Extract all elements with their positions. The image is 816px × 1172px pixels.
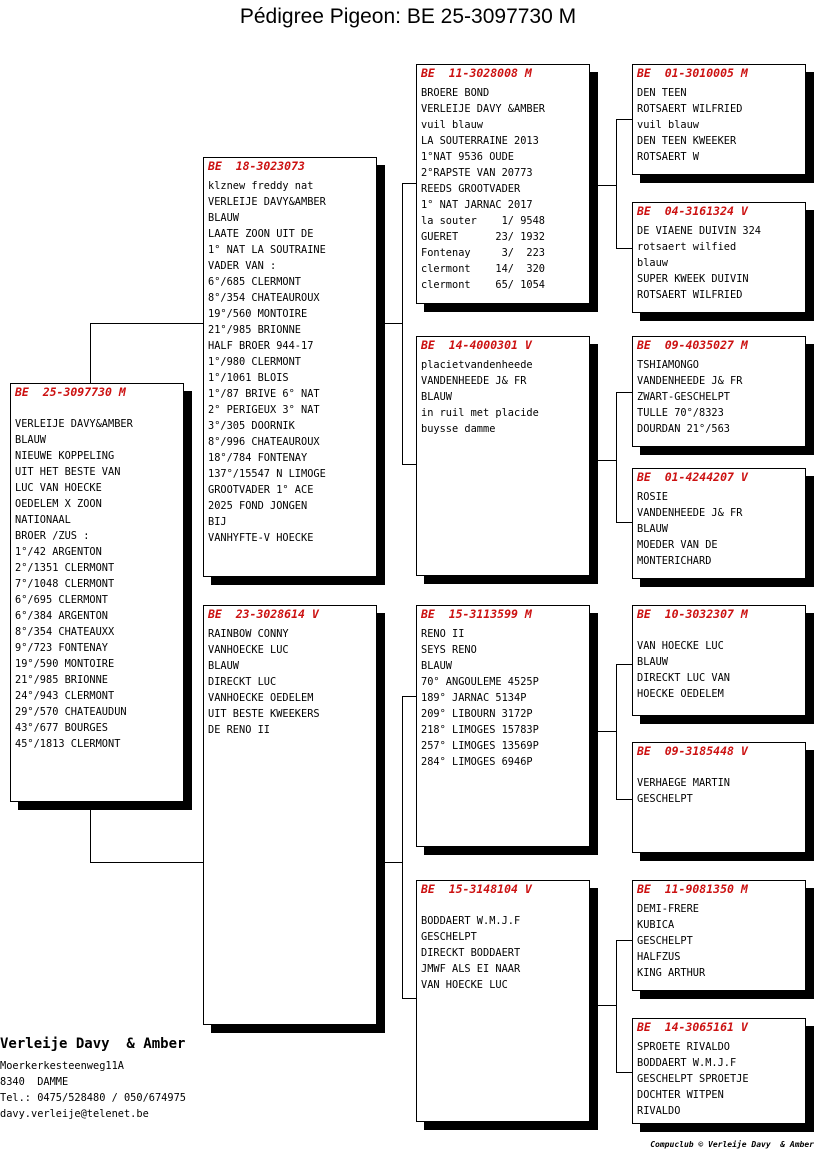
pedigree-line: 2025 FOND JONGEN: [208, 500, 308, 512]
pedigree-line: DIRECKT LUC: [208, 676, 277, 688]
pedigree-line: 19°/560 MONTOIRE: [208, 308, 308, 320]
pedigree-line: 19°/590 MONTOIRE: [15, 658, 115, 670]
pedigree-line: BLAUW: [15, 434, 46, 446]
pedigree-box-dsd: [632, 742, 806, 853]
pedigree-line: RENO II: [421, 628, 465, 640]
pedigree-line: DE RENO II: [208, 724, 270, 736]
pedigree-line: VAN HOECKE LUC: [421, 979, 508, 991]
pedigree-line: klznew freddy nat: [208, 180, 314, 192]
ring-number: BE 15-3148104 V: [421, 882, 532, 896]
pedigree-line: BIJ: [208, 516, 227, 528]
pedigree-line: 8°/354 CHATEAUXX: [15, 626, 115, 638]
pedigree-box-sds: [632, 336, 806, 447]
pedigree-line: VANDENHEEDE J& FR: [421, 375, 527, 387]
blank-line: [15, 400, 179, 416]
pedigree-line: clermont 65/ 1054: [421, 279, 545, 291]
pedigree-line: VANHOECKE OEDELEM: [208, 692, 314, 704]
pedigree-box-ddd: [632, 1018, 806, 1124]
pedigree-line: 1°NAT 9536 OUDE: [421, 151, 514, 163]
pedigree-line: BROER /ZUS :: [15, 530, 90, 542]
pedigree-line: NIEUWE KOPPELING: [15, 450, 115, 462]
pedigree-line: BLAUW: [421, 660, 452, 672]
ring-number: BE 09-4035027 M: [637, 338, 748, 352]
pedigree-line: 18°/784 FONTENAY: [208, 452, 308, 464]
pedigree-line: 21°/985 BRIONNE: [15, 674, 108, 686]
pedigree-line: VADER VAN :: [208, 260, 277, 272]
pedigree-line: 3°/305 DOORNIK: [208, 420, 295, 432]
pedigree-line: ROSIE: [637, 491, 668, 503]
pedigree-line: DEN TEEN: [637, 87, 687, 99]
pedigree-line: DE VIAENE DUIVIN 324: [637, 225, 761, 237]
ring-number: BE 25-3097730 M: [15, 385, 126, 399]
pedigree-line: DOURDAN 21°/563: [637, 423, 730, 435]
pedigree-line: HALF BROER 944-17: [208, 340, 314, 352]
pedigree-line: GROOTVADER 1° ACE: [208, 484, 314, 496]
pedigree-line: LA SOUTERRAINE 2013: [421, 135, 539, 147]
ring-number: BE 14-4000301 V: [421, 338, 532, 352]
pedigree-line: DIRECKT LUC VAN: [637, 672, 730, 684]
pedigree-line: ZWART-GESCHELPT: [637, 391, 730, 403]
pedigree-line: VERLEIJE DAVY&AMBER: [208, 196, 326, 208]
pedigree-line: GESCHELPT: [421, 931, 477, 943]
ring-number: BE 11-9081350 M: [637, 882, 748, 896]
ring-number: BE 01-4244207 V: [637, 470, 748, 484]
pedigree-line: BODDAERT W.M.J.F: [637, 1057, 737, 1069]
pedigree-box-dam-sire: [416, 605, 590, 847]
ring-number: BE 14-3065161 V: [637, 1020, 748, 1034]
pedigree-line: HOECKE OEDELEM: [637, 688, 724, 700]
pedigree-line: TULLE 70°/8323: [637, 407, 724, 419]
ring-number: BE 23-3028614 V: [208, 607, 319, 621]
pedigree-line: TSHIAMONGO: [637, 359, 699, 371]
pedigree-line: rotsaert wilfied: [637, 241, 737, 253]
footer-copyright: Compuclub © Verleije Davy & Amber: [650, 1140, 814, 1149]
pedigree-box-sire: [203, 157, 377, 577]
pedigree-line: DIRECKT BODDAERT: [421, 947, 521, 959]
pedigree-line: MONTERICHARD: [637, 555, 712, 567]
pedigree-line: VERLEIJE DAVY&AMBER: [15, 418, 133, 430]
pedigree-line: 284° LIMOGES 6946P: [421, 756, 533, 768]
pedigree-line: 257° LIMOGES 13569P: [421, 740, 539, 752]
pedigree-line: 29°/570 CHATEAUDUN: [15, 706, 127, 718]
pedigree-line: 21°/985 BRIONNE: [208, 324, 301, 336]
pedigree-line: la souter 1/ 9548: [421, 215, 545, 227]
pedigree-line: 2°RAPSTE VAN 20773: [421, 167, 533, 179]
pedigree-line: vuil blauw: [637, 119, 699, 131]
pedigree-line: DOCHTER WITPEN: [637, 1089, 724, 1101]
pedigree-box-sdd: [632, 468, 806, 579]
ring-number: BE 18-3023073: [208, 159, 305, 173]
pedigree-line: 6°/695 CLERMONT: [15, 594, 108, 606]
page-title: Pédigree Pigeon: BE 25-3097730 M: [239, 5, 577, 28]
pedigree-line: 8°/996 CHATEAUROUX: [208, 436, 320, 448]
pedigree-box-ssd: [632, 202, 806, 313]
pedigree-line: 1° NAT JARNAC 2017: [421, 199, 533, 211]
pedigree-box-dam-dam: [416, 880, 590, 1122]
pedigree-line: vuil blauw: [421, 119, 483, 131]
pedigree-line: clermont 14/ 320: [421, 263, 545, 275]
pedigree-line: DEN TEEN KWEEKER: [637, 135, 737, 147]
pedigree-line: JMWF ALS EI NAAR: [421, 963, 521, 975]
pedigree-box-dds: [632, 880, 806, 991]
pedigree-line: ROTSAERT WILFRIED: [637, 103, 743, 115]
pedigree-line: GESCHELPT SPROETJE: [637, 1073, 749, 1085]
pedigree-line: ROTSAERT WILFRIED: [637, 289, 743, 301]
pedigree-line: BLAUW: [208, 660, 239, 672]
pedigree-line: Fontenay 3/ 223: [421, 247, 545, 259]
pedigree-line: 24°/943 CLERMONT: [15, 690, 115, 702]
pedigree-line: 189° JARNAC 5134P: [421, 692, 527, 704]
pedigree-line: 70° ANGOULEME 4525P: [421, 676, 539, 688]
pedigree-line: BODDAERT W.M.J.F: [421, 915, 521, 927]
ring-number: BE 15-3113599 M: [421, 607, 532, 621]
pedigree-line: SEYS RENO: [421, 644, 477, 656]
pedigree-box-subject: [10, 383, 184, 802]
pedigree-line: 2° PERIGEUX 3° NAT: [208, 404, 320, 416]
ring-number: BE 09-3185448 V: [637, 744, 748, 758]
pedigree-box-sire-sire: [416, 64, 590, 304]
ring-number: BE 01-3010005 M: [637, 66, 748, 80]
pedigree-line: in ruil met placide: [421, 407, 539, 419]
pedigree-line: 1°/42 ARGENTON: [15, 546, 102, 558]
pedigree-line: DEMI-FRERE: [637, 903, 699, 915]
pedigree-line: 1° NAT LA SOUTRAINE: [208, 244, 326, 256]
owner-name: Verleije Davy & Amber: [0, 1036, 186, 1052]
ring-number: BE 04-3161324 V: [637, 204, 748, 218]
pedigree-line: VANHOECKE LUC: [208, 644, 289, 656]
pedigree-line: 218° LIMOGES 15783P: [421, 724, 539, 736]
pedigree-line: buysse damme: [421, 423, 496, 435]
pedigree-line: MOEDER VAN DE: [637, 539, 718, 551]
pedigree-line: 1°/980 CLERMONT: [208, 356, 301, 368]
pedigree-line: GUERET 23/ 1932: [421, 231, 545, 243]
pedigree-box-sss: [632, 64, 806, 175]
pedigree-line: 9°/723 FONTENAY: [15, 642, 108, 654]
pedigree-line: VAN HOECKE LUC: [637, 640, 724, 652]
pedigree-line: VANHYFTE-V HOECKE: [208, 532, 314, 544]
pedigree-line: VANDENHEEDE J& FR: [637, 375, 743, 387]
pedigree-line: KING ARTHUR: [637, 967, 706, 979]
pedigree-line: LAATE ZOON UIT DE: [208, 228, 314, 240]
pedigree-line: BLAUW: [208, 212, 239, 224]
pedigree-line: HALFZUS: [637, 951, 681, 963]
pedigree-line: RAINBOW CONNY: [208, 628, 289, 640]
pedigree-line: 7°/1048 CLERMONT: [15, 578, 115, 590]
pedigree-line: OEDELEM X ZOON: [15, 498, 102, 510]
pedigree-line: BLAUW: [637, 656, 668, 668]
pedigree-line: KUBICA: [637, 919, 675, 931]
pedigree-line: VANDENHEEDE J& FR: [637, 507, 743, 519]
pedigree-line: 1°/1061 BLOIS: [208, 372, 289, 384]
pedigree-line: SPROETE RIVALDO: [637, 1041, 730, 1053]
pedigree-line: LUC VAN HOECKE: [15, 482, 102, 494]
blank-line: [637, 759, 801, 775]
ring-number: BE 10-3032307 M: [637, 607, 748, 621]
pedigree-line: RIVALDO: [637, 1105, 681, 1117]
pedigree-line: 209° LIBOURN 3172P: [421, 708, 533, 720]
pedigree-line: 137°/15547 N LIMOGE: [208, 468, 326, 480]
pedigree-line: 2°/1351 CLERMONT: [15, 562, 115, 574]
pedigree-box-sire-dam: [416, 336, 590, 576]
pedigree-line: 43°/677 BOURGES: [15, 722, 108, 734]
pedigree-line: UIT BESTE KWEEKERS: [208, 708, 320, 720]
pedigree-line: 6°/384 ARGENTON: [15, 610, 108, 622]
owner-address: Moerkerkesteenweg11A: [0, 1060, 124, 1072]
owner-phone: Tel.: 0475/528480 / 050/674975: [0, 1092, 186, 1104]
owner-email: davy.verleije@telenet.be: [0, 1108, 149, 1120]
pedigree-line: 6°/685 CLERMONT: [208, 276, 301, 288]
pedigree-line: placietvandenheede: [421, 359, 533, 371]
ring-number: BE 11-3028008 M: [421, 66, 532, 80]
pedigree-line: ROTSAERT W: [637, 151, 699, 163]
pedigree-line: VERLEIJE DAVY &AMBER: [421, 103, 545, 115]
pedigree-line: BLAUW: [637, 523, 668, 535]
pedigree-line: BLAUW: [421, 391, 452, 403]
pedigree-line: REEDS GROOTVADER: [421, 183, 521, 195]
pedigree-box-dam: [203, 605, 377, 1025]
pedigree-line: SUPER KWEEK DUIVIN: [637, 273, 749, 285]
pedigree-line: UIT HET BESTE VAN: [15, 466, 121, 478]
pedigree-line: 1°/87 BRIVE 6° NAT: [208, 388, 320, 400]
blank-line: [421, 897, 585, 913]
blank-line: [637, 622, 801, 638]
pedigree-line: NATIONAAL: [15, 514, 71, 526]
pedigree-line: VERHAEGE MARTIN: [637, 777, 730, 789]
pedigree-line: 45°/1813 CLERMONT: [15, 738, 121, 750]
pedigree-line: GESCHELPT: [637, 793, 693, 805]
pedigree-box-dss: [632, 605, 806, 716]
pedigree-line: GESCHELPT: [637, 935, 693, 947]
owner-city: 8340 DAMME: [0, 1076, 69, 1088]
pedigree-line: BROERE BOND: [421, 87, 490, 99]
pedigree-line: 8°/354 CHATEAUROUX: [208, 292, 320, 304]
pedigree-line: blauw: [637, 257, 668, 269]
